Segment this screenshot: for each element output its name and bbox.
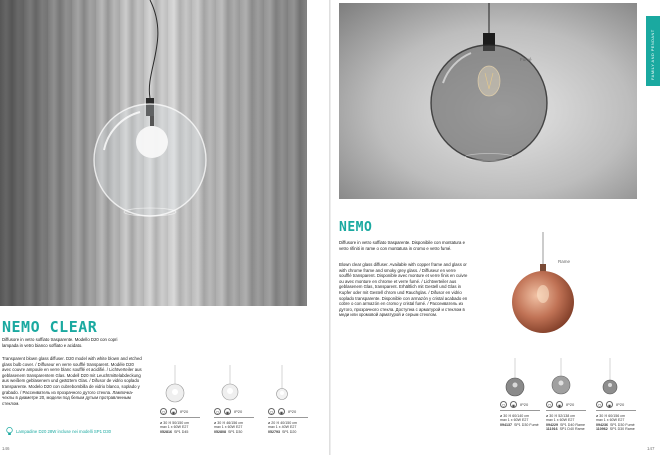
product-size: ø 30 ℍ 60/140 cm xyxy=(500,413,530,418)
product-lamp: max 1 x 60W E27 xyxy=(214,425,243,430)
product-card xyxy=(160,365,204,434)
product-card xyxy=(214,365,258,434)
page-gutter xyxy=(329,0,331,455)
product-code: 094137 xyxy=(500,422,512,427)
smoked-glass-pendant-illustration xyxy=(339,3,637,199)
product-name: SP1 D40 Rame xyxy=(559,427,585,432)
product-specs xyxy=(546,414,590,432)
product-lamp: max 1 x 60W E27 xyxy=(596,418,625,423)
finish-label-fume: Fumé xyxy=(520,57,532,62)
product-specs xyxy=(214,421,258,435)
class-icon: ▽ xyxy=(597,403,602,408)
product-name: SP1 D45 xyxy=(174,429,189,434)
divider xyxy=(546,410,586,411)
pendant-sphere-icon xyxy=(160,365,204,405)
product-size: ø 30 ℍ 50/150 cm xyxy=(160,420,190,425)
product-thumbnail xyxy=(596,358,640,398)
product-thumbnail xyxy=(214,365,258,405)
page-number-right: 147 xyxy=(647,446,655,451)
pendant-sphere-icon xyxy=(596,358,640,404)
product-name: SP1 D30 Fumé xyxy=(514,422,539,427)
product-code: 094236 xyxy=(596,422,608,427)
page-title-nemo-clear: NEMO CLEAR xyxy=(2,318,98,336)
divider xyxy=(500,410,540,411)
product-code: 052793 xyxy=(268,429,280,434)
product-code: 110962 xyxy=(596,427,608,432)
ip-rating: IP20 xyxy=(520,402,529,407)
product-name: SP1 D30 Fumé xyxy=(610,422,635,427)
led-compatible-icon: ◉ xyxy=(171,410,176,415)
class-icon: ▽ xyxy=(269,410,274,415)
product-name: SP1 D30 xyxy=(228,429,243,434)
product-code: 052808 xyxy=(214,429,226,434)
intro-text-left: Diffusore in vetro soffiato trasparente. Modello D20 con copri lampada in vetro bianco soffiato e acidato. xyxy=(2,337,118,348)
product-card xyxy=(268,365,312,434)
ip-rating: IP20 xyxy=(180,409,189,414)
class-icon: ▽ xyxy=(501,403,506,408)
product-thumbnail xyxy=(546,358,590,398)
product-code: 052816 xyxy=(160,429,172,434)
page-number-left: 146 xyxy=(2,446,10,451)
copper-pendant-image xyxy=(498,232,588,342)
product-thumbnail xyxy=(268,365,312,405)
pendant-sphere-icon xyxy=(268,365,312,405)
nemo-clear-photo xyxy=(0,0,307,306)
product-code: 111916 xyxy=(546,427,558,432)
product-card xyxy=(546,358,590,432)
product-size: ø 20 ℍ 40/150 cm xyxy=(268,420,298,425)
product-lamp: max 1 x 60W E27 xyxy=(160,425,189,430)
product-specs xyxy=(596,414,640,432)
nemo-fume-photo xyxy=(339,3,637,199)
class-icon: ▽ xyxy=(161,410,166,415)
product-lamp: max 1 x 40W E27 xyxy=(268,425,297,430)
page-title-nemo: NEMO xyxy=(339,220,373,235)
pendant-sphere-icon xyxy=(214,365,258,405)
intro-text-right: Diffusore in vetro soffiato trasparente. Disponibile con montatura e vetro rifiniti in rame o con montatura in cromo e vetro fumé. xyxy=(339,240,465,251)
class-icon: ▽ xyxy=(215,410,220,415)
divider xyxy=(160,417,200,418)
product-lamp: max 1 x 60W E27 xyxy=(546,418,575,423)
body-text-left: Transparent blown glass diffuser. D20 model with white blown and etched glass bulb cover. / Diffuseur en verre soufflé transparent. Modèle D20 avec couvre ampoule en verre blanc soufflé et acidifié. / Lichtverteiler aus geblasenem transparentem Glas. Modell D20 mit Leuchtmittelabdeckung aus weißem geblasenem und geätztem Glas. / Difusor de vidrio soplado transparente. Modelo D20 con cubrebombilla de vidrio blanco, soplado y grabado. / Рассеиватель из прозрачного дутого стекла. Лампочка-чехлы в диаметре 20, модели под белым дутым протравленным стеклом. xyxy=(2,356,142,406)
product-card xyxy=(596,358,640,432)
product-name: SP1 D40 Rame xyxy=(560,422,585,427)
side-tab-label: FAMILY AND PENDANT xyxy=(650,29,655,80)
divider xyxy=(214,417,254,418)
product-name: SP1 D30 Rame xyxy=(609,427,635,432)
body-text-right: Blown clear glass diffuser. Available with copper frame and glass or with chrome frame and smoky grey glass. / Diffuseur en verre soufflé transparent. Disponible avec monture et verre finis en cuivre ou avec monture en chrome et verre fumé. / Lichtverteiler aus geblasenem Glas, transparent. Erhältlich mit Gestell und Glas in Kupfer oder mit Gestell chrom und Rauchglas. / Difusor en vidrio soplado transparente. Disponible con armazón y cristal acabado en cobre o con armazón en cromo y cristal fumé. / Рассеиватель из дутого, прозрачного стекла. Доступна с арматурой и стеклом в меди или хромовой арматурой и серым стеклом. xyxy=(339,262,468,318)
product-thumbnail xyxy=(160,365,204,405)
pendant-sphere-icon xyxy=(500,358,544,404)
ip-rating: IP20 xyxy=(566,402,575,407)
bulb-included-note xyxy=(6,427,111,436)
led-compatible-icon: ◉ xyxy=(607,403,612,408)
ip-rating: IP20 xyxy=(234,409,243,414)
pendant-sphere-icon xyxy=(546,358,590,404)
class-icon: ▽ xyxy=(547,403,552,408)
product-card xyxy=(500,358,544,427)
section-side-tab xyxy=(646,16,660,86)
product-specs xyxy=(160,421,204,435)
product-specs xyxy=(268,421,312,435)
product-size: ø 30 ℍ 60/156 cm xyxy=(596,413,626,418)
lightbulb-icon xyxy=(6,427,13,436)
product-code: 094229 xyxy=(546,422,558,427)
led-compatible-icon: ◉ xyxy=(279,410,284,415)
ip-rating: IP20 xyxy=(616,402,625,407)
product-lamp: max 1 x 60W E27 xyxy=(500,418,529,423)
divider xyxy=(596,410,636,411)
product-name: SP1 D20 xyxy=(282,429,297,434)
product-thumbnail xyxy=(500,358,544,398)
product-size: ø 30 ℍ 52/138 cm xyxy=(546,413,576,418)
bulb-note-text: Lampadine D20 28W incluse nei modelli SP1 D30 xyxy=(16,429,112,434)
glass-pendant-illustration xyxy=(0,0,307,306)
led-compatible-icon: ◉ xyxy=(511,403,516,408)
led-compatible-icon: ◉ xyxy=(557,403,562,408)
ip-rating: IP20 xyxy=(288,409,297,414)
product-specs xyxy=(500,414,544,428)
product-size: ø 30 ℍ 46/156 cm xyxy=(214,420,244,425)
divider xyxy=(268,417,308,418)
finish-label-rame: Rame xyxy=(558,259,571,264)
led-compatible-icon: ◉ xyxy=(225,410,230,415)
